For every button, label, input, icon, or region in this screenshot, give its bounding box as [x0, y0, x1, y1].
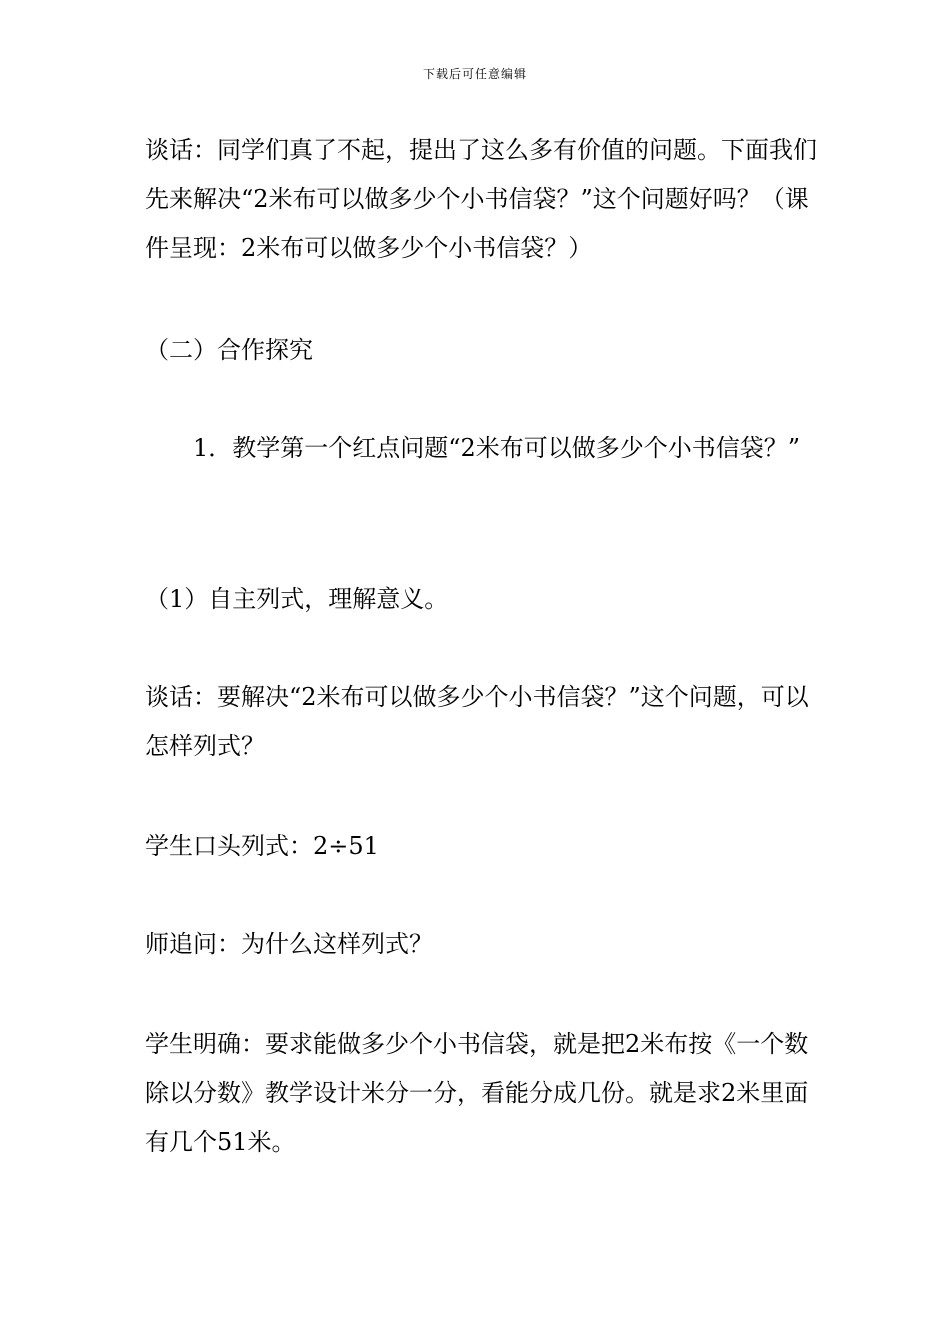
paragraph-teacher-followup: 师追问：为什么这样列式？	[145, 930, 433, 958]
paragraph-self-formulation: （1）自主列式，理解意义。	[145, 585, 449, 613]
paragraph-student-clarification: 学生明确：要求能做多少个小书信袋，就是把2米布按《一个数除以分数》教学设计米分一分，看能分成几份。就是求2米里面有几个51米。	[145, 1030, 809, 1156]
paragraph-talk-question: 谈话：要解决“2米布可以做多少个小书信袋？”这个问题，可以怎样列式？	[145, 683, 809, 760]
section-heading-cooperative-inquiry: （二）合作探究	[145, 336, 313, 364]
paragraph-student-answer: 学生口头列式：2÷51	[145, 832, 379, 860]
page-header: 下载后可任意编辑	[422, 67, 527, 81]
paragraph-talk-intro: 谈话：同学们真了不起，提出了这么多有价值的问题。下面我们先来解决“2米布可以做多少个小书信袋？”这个问题好吗？（课件呈现：2米布可以做多少个小书信袋？）	[145, 136, 817, 262]
paragraph-teaching-point-1: 1．教学第一个红点问题“2米布可以做多少个小书信袋？”	[145, 434, 801, 462]
